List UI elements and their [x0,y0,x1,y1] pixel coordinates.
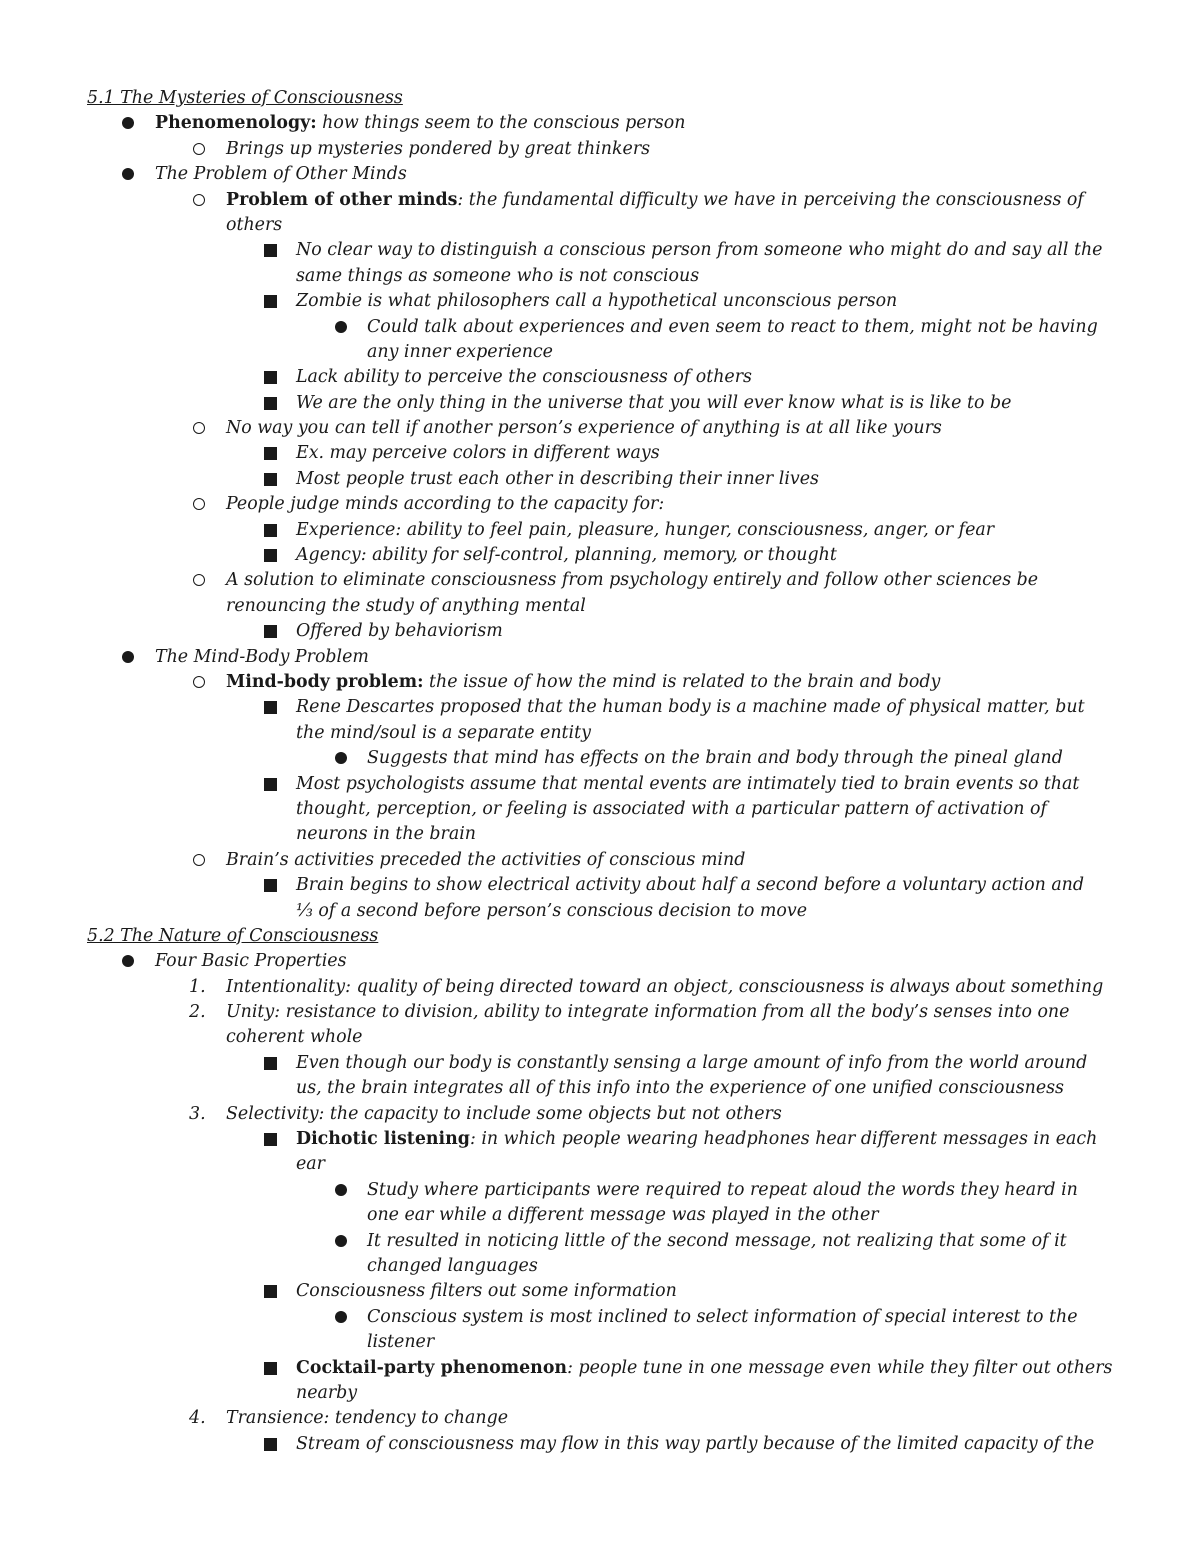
outline-line [0,543,1200,568]
body-text: A solution to eliminate consciousness from psychology entirely and follow other sciences be [226,570,1039,591]
line-text [296,899,807,924]
body-text: Offered by behaviorism [296,621,503,642]
outline-line [0,1152,1200,1177]
outline-line [0,1381,1200,1406]
line-text [226,1406,508,1431]
line-text [226,594,586,619]
line-text [296,1152,325,1177]
line-text [296,467,819,492]
body-text: Unity: resistance to division, ability to integrate information from all the body’s senses into one [226,1002,1070,1023]
outline-line [0,848,1200,873]
line-text [296,822,476,847]
line-text [296,543,837,568]
line-text [296,289,897,314]
outline-line [0,518,1200,543]
line-text [296,1381,357,1406]
outline-line [0,1178,1200,1203]
outline-line [0,416,1200,441]
body-text: ⅓ of a second before person’s conscious decision to move [296,900,808,921]
outline-line [0,568,1200,593]
line-text [296,1279,677,1304]
body-text: Brain’s activities preceded the activities of conscious mind [226,849,746,870]
outline-line [0,594,1200,619]
body-text: listener [367,1332,435,1353]
line-text [367,340,553,365]
outline-line [0,289,1200,314]
body-text: Conscious system is most inclined to select information of special interest to the [367,1306,1078,1327]
outline-line [0,1203,1200,1228]
line-text [226,848,745,873]
line-text [296,518,994,543]
outline-line [0,1279,1200,1304]
outline-line [0,721,1200,746]
list-number: 2. [189,1002,206,1023]
body-text: Selectivity: the capacity to include some objects but not others [226,1103,782,1124]
body-text: : in which people wearing headphones hear different messages in each [469,1129,1098,1150]
line-text [226,1025,362,1050]
line-text [296,797,1047,822]
body-text: Consciousness filters out some information [296,1281,677,1302]
body-text: Study where participants were required to repeat aloud the words they heard in [367,1179,1078,1200]
outline-line [0,1305,1200,1330]
body-text: Even though our body is constantly sensing a large amount of info from the world around [296,1052,1088,1073]
line-text [155,949,347,974]
outline-line [0,949,1200,974]
body-text: Transience: tendency to change [226,1408,508,1429]
outline-line [0,391,1200,416]
outline-line [0,1330,1200,1355]
outline-line [0,1051,1200,1076]
line-text [296,264,699,289]
term-text: Cocktail‐party phenomenon [296,1357,568,1378]
line-text [296,441,660,466]
body-text: Rene Descartes proposed that the human body is a machine made of physical matter, but [296,697,1085,718]
outline-line [0,822,1200,847]
body-text: others [226,214,283,235]
outline-line [0,467,1200,492]
line-text [226,213,282,238]
term-text: Mind‐body problem: [226,671,424,692]
line-text [296,1432,1094,1457]
body-text: 5.1 The Mysteries of Consciousness [87,88,403,108]
line-text [296,1356,1112,1381]
body-text: Could talk about experiences and even seem to react to them, might not be having [367,316,1098,337]
outline-line [0,975,1200,1000]
outline-line [0,1406,1200,1431]
line-text [367,746,1063,771]
term-text: Phenomenology: [155,113,317,134]
outline-line [0,772,1200,797]
line-text [226,188,1084,213]
outline-line [0,441,1200,466]
outline-line [0,111,1200,136]
body-text: Four Basic Properties [155,951,347,972]
body-text: the issue of how the mind is related to the brain and body [423,671,941,692]
line-text [226,568,1038,593]
body-text: Zombie is what philosophers call a hypothetical unconscious person [296,291,898,312]
body-text: us, the brain integrates all of this info into the experience of one unified consciousness [296,1078,1064,1099]
line-text [367,1229,1067,1254]
list-number: 1. [189,976,206,997]
outline-line [0,1102,1200,1127]
outline-line [0,213,1200,238]
line-text [296,238,1102,263]
line-text [367,1305,1078,1330]
line-text [226,416,942,441]
term-text: Dichotic listening [296,1129,470,1150]
line-text [226,975,1103,1000]
heading-text [87,924,378,949]
body-text: We are the only thing in the universe that you will ever know what is is like to be [296,392,1012,413]
body-text: The Mind‐Body Problem [155,646,369,667]
outline-line [0,1229,1200,1254]
line-text [155,111,685,136]
body-text: : the fundamental difficulty we have in perceiving the consciousness of [457,189,1084,210]
body-text: one ear while a different message was played in the other [367,1205,879,1226]
body-text: 5.2 The Nature of Consciousness [87,925,379,946]
line-text [226,1000,1069,1025]
line-text [296,365,752,390]
outline-line [0,315,1200,340]
outline-line [0,162,1200,187]
body-text: the mind/soul is a separate entity [296,722,591,743]
notes-document [0,86,1200,1457]
line-text [226,492,664,517]
outline-line [0,899,1200,924]
body-text: any inner experience [367,341,553,362]
body-text: Brings up mysteries pondered by great thinkers [226,138,651,159]
outline-line [0,797,1200,822]
line-text [296,873,1084,898]
line-text [226,137,650,162]
body-text: nearby [296,1382,358,1403]
outline-line [0,365,1200,390]
body-text: Stream of consciousness may flow in this way partly because of the limited capacity of the [296,1433,1095,1454]
body-text: coherent whole [226,1027,363,1048]
line-text [296,1076,1064,1101]
body-text: The Problem of Other Minds [155,164,407,185]
list-number: 4. [189,1408,206,1429]
line-text [367,1178,1078,1203]
body-text: Most psychologists assume that mental events are intimately tied to brain events so that [296,773,1080,794]
body-text: No clear way to distinguish a conscious person from someone who might do and say all the [296,240,1103,261]
line-text [296,1051,1087,1076]
outline-line [0,1254,1200,1279]
body-text: Agency: ability for self‐control, planning, memory, or thought [296,545,837,566]
line-text [367,1330,434,1355]
line-text [296,695,1085,720]
body-text: No way you can tell if another person’s experience of anything is at all like yours [226,418,942,439]
outline-line [0,492,1200,517]
outline-line [0,1127,1200,1152]
outline-line [0,746,1200,771]
heading-text [87,86,403,111]
body-text: People judge minds according to the capacity for: [226,494,665,515]
outline-line [0,1000,1200,1025]
body-text: Lack ability to perceive the consciousness of others [296,367,752,388]
outline-line [0,137,1200,162]
outline-line [0,188,1200,213]
outline-line [0,1432,1200,1457]
body-text: : people tune in one message even while they filter out others [567,1357,1113,1378]
outline-line [0,238,1200,263]
body-text: Intentionality: quality of being directed toward an object, consciousness is always about something [226,976,1104,997]
list-number: 3. [189,1103,206,1124]
body-text: It resulted in noticing little of the second message, not realizing that some of it [367,1230,1067,1251]
body-text: how things seem to the conscious person [316,113,686,134]
outline-line [0,873,1200,898]
line-text [367,1254,538,1279]
body-text: changed languages [367,1255,538,1276]
outline-line [0,264,1200,289]
line-text [296,772,1079,797]
outline-line [0,1076,1200,1101]
body-text: Ex. may perceive colors in different ways [296,443,660,464]
outline-line [0,695,1200,720]
outline-line [0,670,1200,695]
body-text: thought, perception, or feeling is associated with a particular pattern of activation of [296,798,1047,819]
section-heading [0,924,1200,949]
outline-line [0,1025,1200,1050]
body-text: neurons in the brain [296,824,477,845]
line-text [155,162,407,187]
body-text: Experience: ability to feel pain, pleasure, hunger, consciousness, anger, or fear [296,519,995,540]
body-text: renouncing the study of anything mental [226,595,586,616]
outline-line [0,645,1200,670]
line-text [226,670,940,695]
line-text [296,721,591,746]
line-text [226,1102,782,1127]
body-text: Most people trust each other in describing their inner lives [296,468,819,489]
term-text: Problem of other minds [226,189,458,210]
body-text: Suggests that mind has effects on the brain and body through the pineal gland [367,748,1063,769]
line-text [296,619,503,644]
line-text [367,315,1098,340]
line-text [296,391,1011,416]
line-text [155,645,369,670]
body-text: ear [296,1154,325,1175]
outline-line [0,1356,1200,1381]
outline-line [0,619,1200,644]
section-heading [0,86,1200,111]
line-text [296,1127,1097,1152]
body-text: same things as someone who is not conscious [296,265,700,286]
line-text [367,1203,879,1228]
outline-line [0,340,1200,365]
body-text: Brain begins to show electrical activity about half a second before a voluntary action and [296,875,1085,896]
